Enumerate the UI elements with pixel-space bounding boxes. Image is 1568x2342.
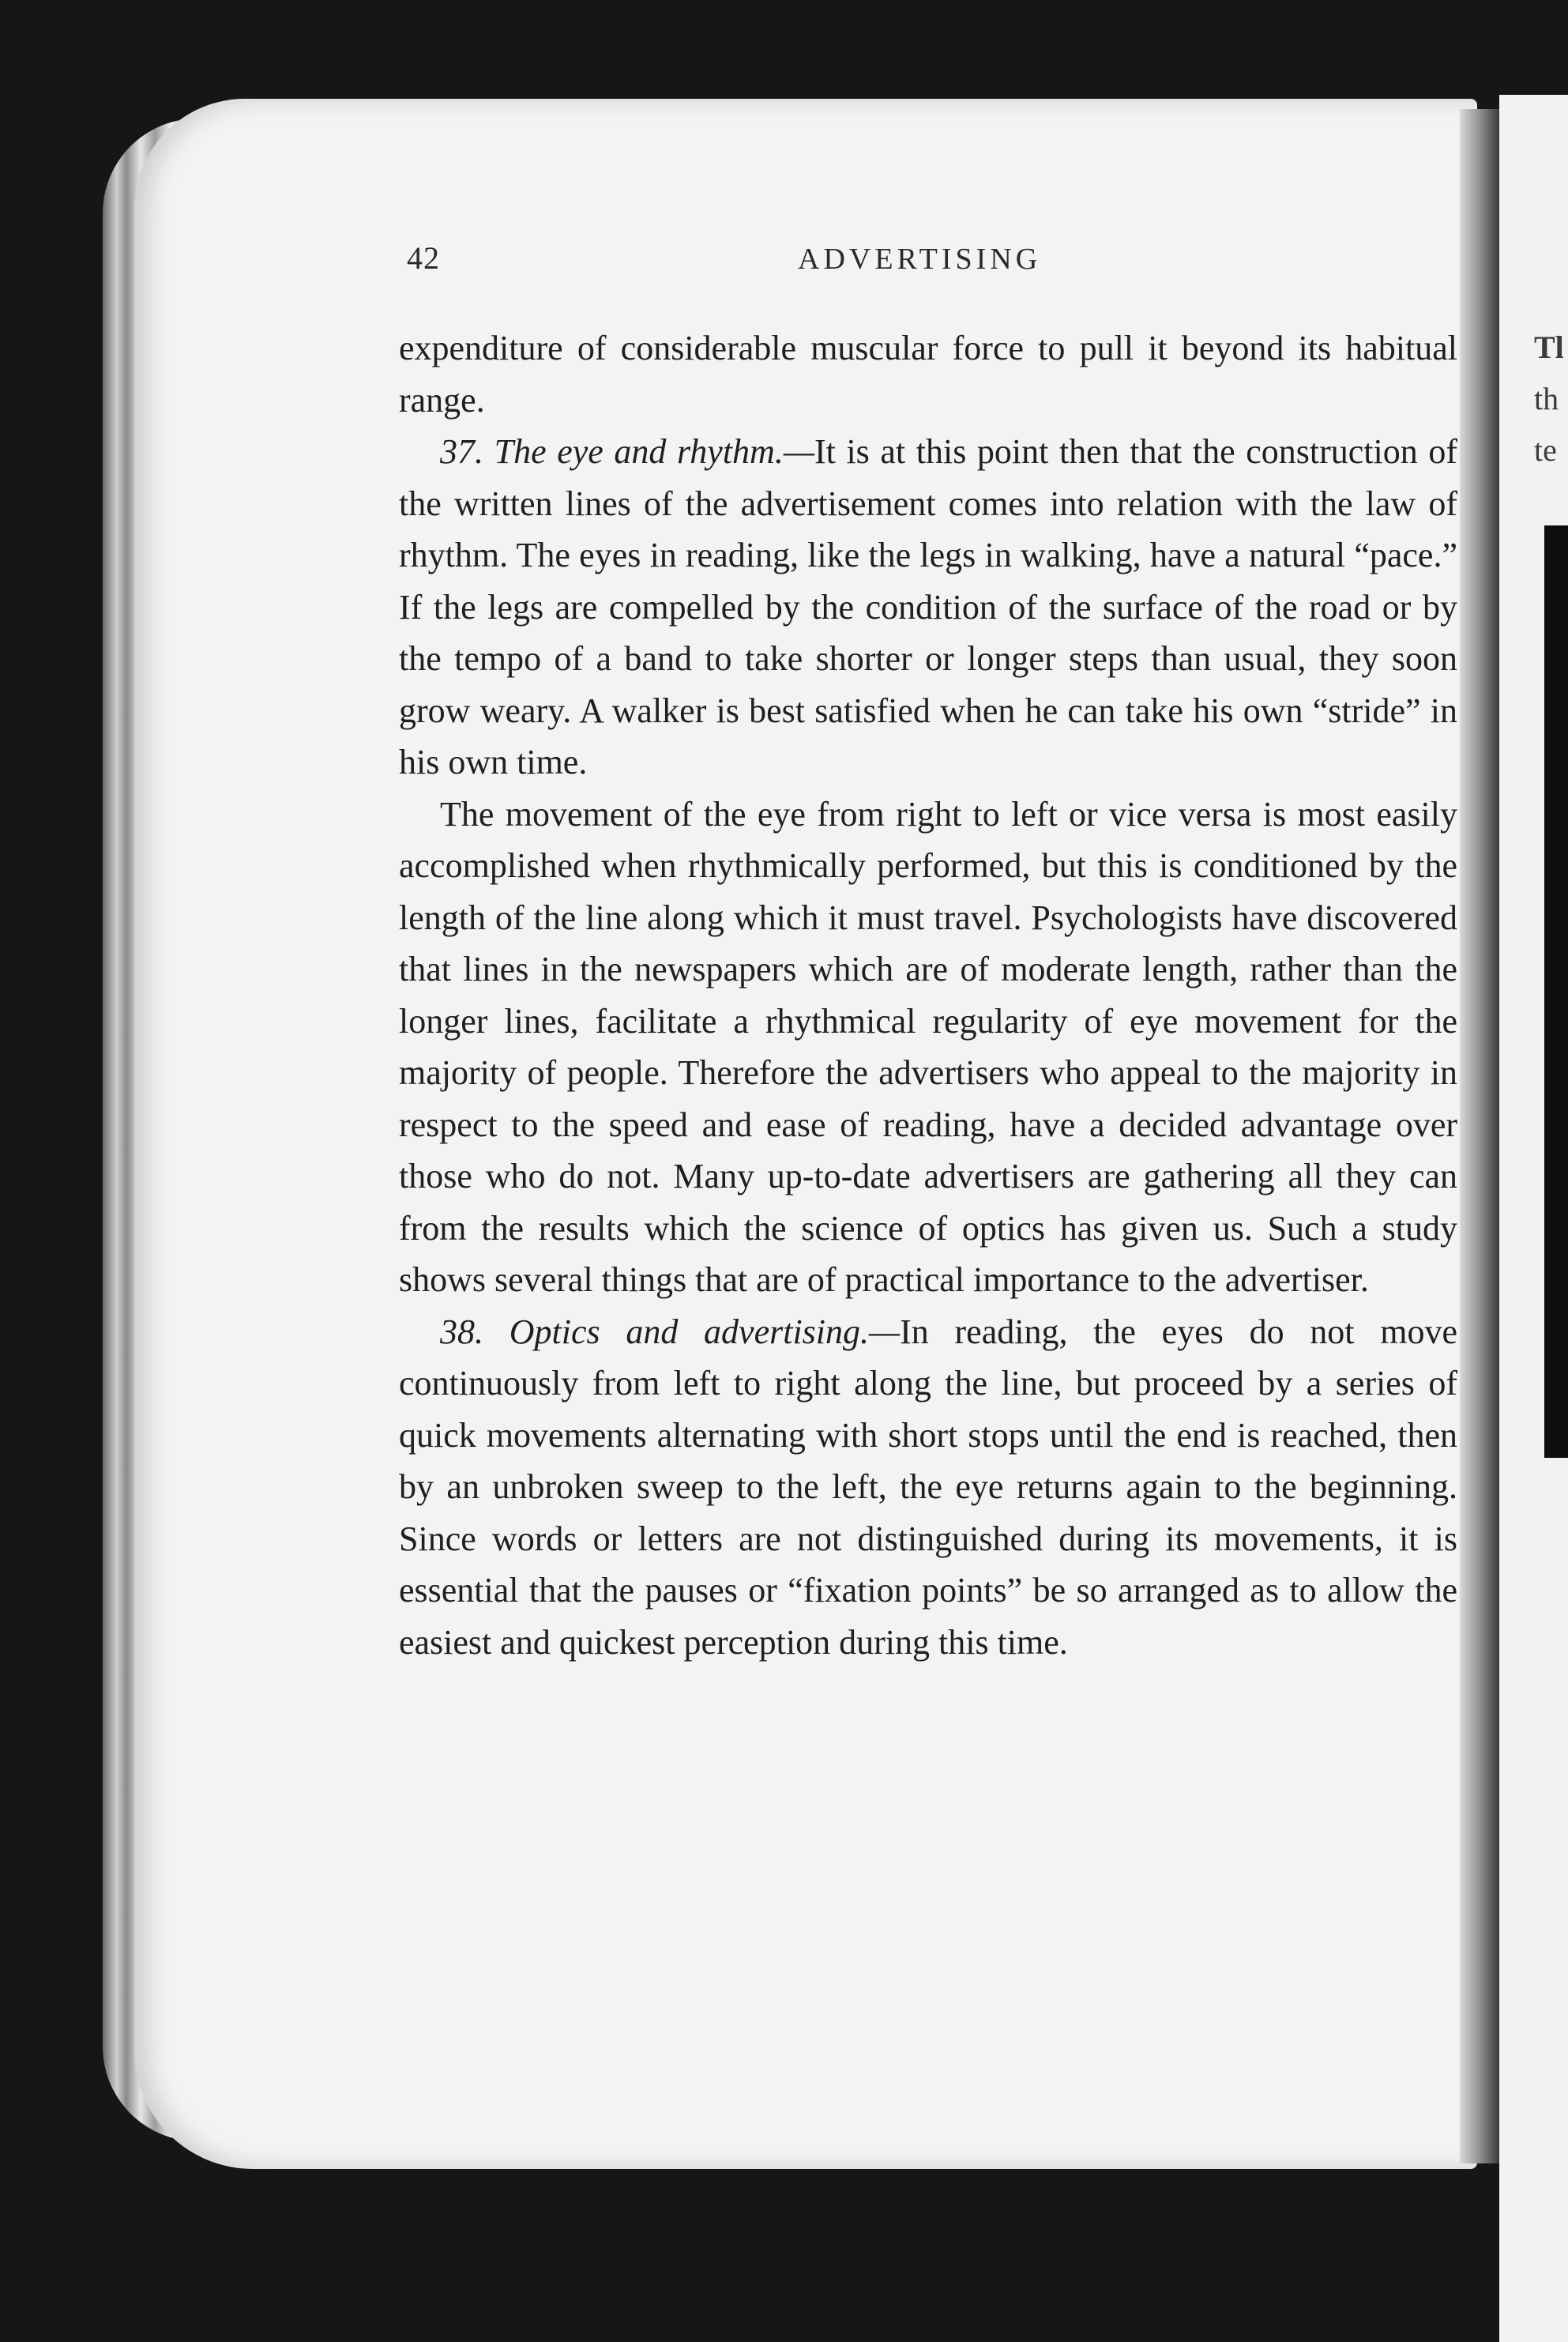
facing-page-fragment: th (1534, 381, 1559, 416)
facing-page (1499, 95, 1568, 2342)
page-number: 42 (407, 240, 440, 276)
paragraph (399, 426, 1457, 789)
paragraph-text: In reading, the eyes do not move continuously from left to right along the line, but proceed by a series of quick movements alternating with short stops until the end is reached, then by an unbroken sweep to the left, the eye returns again to the beginning. Since words or letters are not distinguished during its movements, it is essential that the pauses or “fixation points” be so arranged as to allow the easiest and quickest perception during this time. (399, 1312, 1457, 1662)
paragraph-text: expenditure of considerable muscular force to pull it beyond its habitual range. (399, 329, 1457, 420)
facing-page-fragment: te (1534, 432, 1557, 468)
book-gutter (1460, 109, 1499, 2163)
facing-page-dark-block (1544, 525, 1568, 1458)
section-heading: 37. The eye and rhythm.— (440, 432, 814, 471)
paragraph (399, 789, 1457, 1306)
paragraph (399, 1306, 1457, 1669)
section-heading: 38. Optics and advertising.— (440, 1312, 901, 1351)
body-text (399, 322, 1457, 1668)
paragraph-text: The movement of the eye from right to left or vice versa is most easily accomplished when rhythmically performed, but this is conditioned by the length of the line along which it must travel. Psychologists have discovered that lines in the newspapers which are of moderate length, rather than the longer lines, facilitate a rhythmical regularity of eye movement for the majority of people. Therefore the advertisers who appeal to the majority in respect to the speed and ease of reading, have a decided advantage over those who do not. Many up-to-date advertisers are gathering all they can from the results which the science of optics has given us. Such a study shows several things that are of practical importance to the advertiser. (399, 794, 1457, 1299)
paragraph (399, 322, 1457, 426)
running-head: ADVERTISING (798, 243, 1042, 276)
facing-page-fragment: Tl (1534, 329, 1564, 365)
paragraph-text: It is at this point then that the construction of the written lines of the advertisement comes into relation with the law of rhythm. The eyes in reading, like the legs in walking, have a natural “pace.” If the legs are compelled by the condition of the surface of the road or by the tempo of a band to take shorter or longer steps than usual, they soon grow weary. A walker is best satisfied when he can take his own “stride” in his own time. (399, 432, 1457, 781)
